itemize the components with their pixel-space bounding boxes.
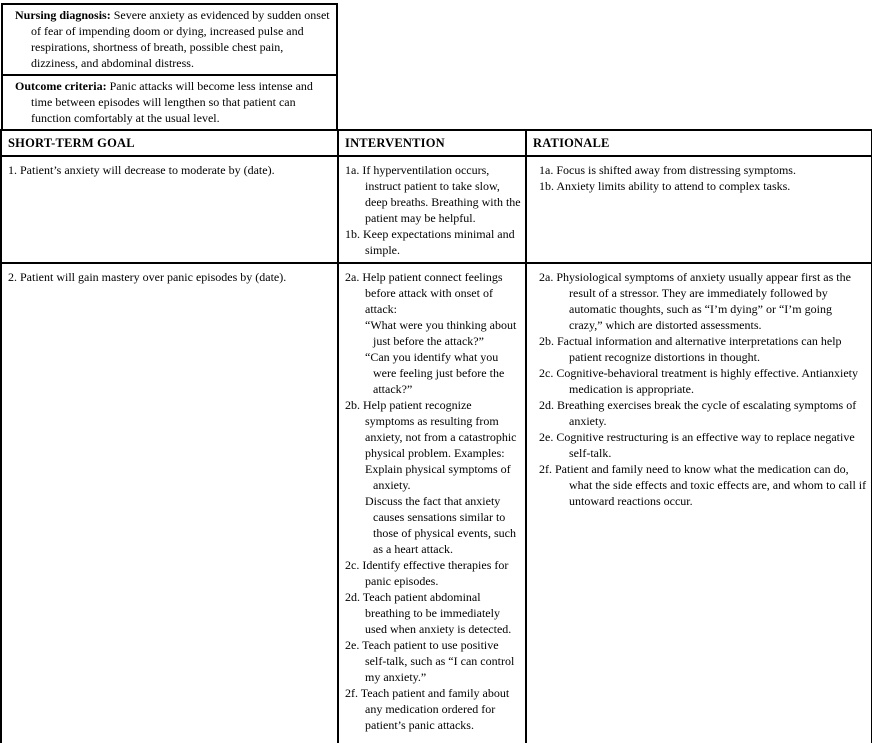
rationale-item: 2e. Cognitive restructuring is an effective way to replace negative self-talk. <box>539 430 855 460</box>
nursing-diagnosis-label: Nursing diagnosis: <box>15 8 111 22</box>
rationale-item: 1b. Anxiety limits ability to attend to complex tasks. <box>539 179 791 193</box>
col-header-intervention: INTERVENTION <box>338 130 526 156</box>
nursing-diagnosis-section <box>3 5 336 76</box>
goal-cell-1 <box>1 156 338 263</box>
nursing-diagnosis-paragraph <box>9 7 330 71</box>
rationale-list-2 <box>533 269 867 509</box>
rationale-item: 2d. Breathing exercises break the cycle of escalating symptoms of anxiety. <box>539 398 857 428</box>
rationale-item: 2a. Physiological symptoms of anxiety usually appear first as the result of a stressor. They are immediately followed by automatic thoughts, such as “I’m dying” or “I’m going crazy,” which are distorted assessments. <box>539 270 851 332</box>
rationale-cell-1 <box>526 156 872 263</box>
col-header-rationale: RATIONALE <box>526 130 872 156</box>
intervention-item: 2b. Help patient recognize symptoms as resulting from anxiety, not from a catastrophic physical problem. Examples: Explain physical symptoms of anxiety. Discuss the fact that anxiety causes sensations similar to those of physical events, such as a heart attack. <box>345 397 521 557</box>
nursing-diagnosis-text: Severe anxiety as evidenced by sudden onset of fear of impending doom or dying, increased pulse and respirations, shortness of breath, possible chest pain, dizziness, and abdominal distress. <box>31 8 330 70</box>
intervention-item: 2c. Identify effective therapies for panic episodes. <box>345 558 509 588</box>
table-header-row <box>1 130 872 156</box>
table-row-1 <box>1 156 872 263</box>
outcome-criteria-paragraph <box>9 78 330 126</box>
intervention-list-2 <box>345 269 521 733</box>
rationale-item: 1a. Focus is shifted away from distressing symptoms. <box>539 163 796 177</box>
intervention-subitem: Explain physical symptoms of anxiety. <box>365 462 511 492</box>
intervention-subitem: “Can you identify what you were feeling just before the attack?” <box>365 350 505 396</box>
goal-cell-2 <box>1 263 338 743</box>
table-row-2 <box>1 263 872 743</box>
intervention-item: 1b. Keep expectations minimal and simple. <box>345 227 515 257</box>
col-header-short-term-goal: SHORT-TERM GOAL <box>1 130 338 156</box>
rationale-item: 2b. Factual information and alternative interpretations can help patient recognize distortions in thought. <box>539 334 842 364</box>
outcome-criteria-section <box>3 76 336 129</box>
rationale-list-1 <box>533 162 867 194</box>
outcome-criteria-label: Outcome criteria: <box>15 79 107 93</box>
intervention-item: 2f. Teach patient and family about any medication ordered for patient’s panic attacks. <box>345 686 510 732</box>
diagnosis-outcome-box <box>1 3 338 129</box>
intervention-subitem: “What were you thinking about just before the attack?” <box>365 318 517 348</box>
outcome-criteria-text: Panic attacks will become less intense and time between episodes will lengthen so that patient can function comfortably at the usual level. <box>31 79 313 125</box>
care-plan-table <box>0 129 872 743</box>
intervention-list-1 <box>345 162 521 258</box>
intervention-item: 2a. Help patient connect feelings before attack with onset of attack: “What were you thinking about just before the attack?” “Can you identify what you were feeling just before the attack?” <box>345 269 521 397</box>
intervention-item: 1a. If hyperventilation occurs, instruct patient to take slow, deep breaths. Breathing with the patient may be helpful. <box>345 163 521 225</box>
intervention-item: 2e. Teach patient to use positive self-talk, such as “I can control my anxiety.” <box>345 638 515 684</box>
intervention-subitem: Discuss the fact that anxiety causes sensations similar to those of physical events, such as a heart attack. <box>365 494 516 556</box>
goal-text-1: 1. Patient’s anxiety will decrease to moderate by (date). <box>8 163 275 177</box>
intervention-cell-1 <box>338 156 526 263</box>
rationale-cell-2 <box>526 263 872 743</box>
rationale-item: 2f. Patient and family need to know what the medication can do, what the side effects and toxic effects are, and whom to call if untoward reactions occur. <box>539 462 867 508</box>
intervention-cell-2 <box>338 263 526 743</box>
rationale-item: 2c. Cognitive-behavioral treatment is highly effective. Antianxiety medication is appropriate. <box>539 366 859 396</box>
goal-text-2: 2. Patient will gain mastery over panic episodes by (date). <box>8 270 287 284</box>
intervention-item: 2d. Teach patient abdominal breathing to be immediately used when anxiety is detected. <box>345 590 512 636</box>
